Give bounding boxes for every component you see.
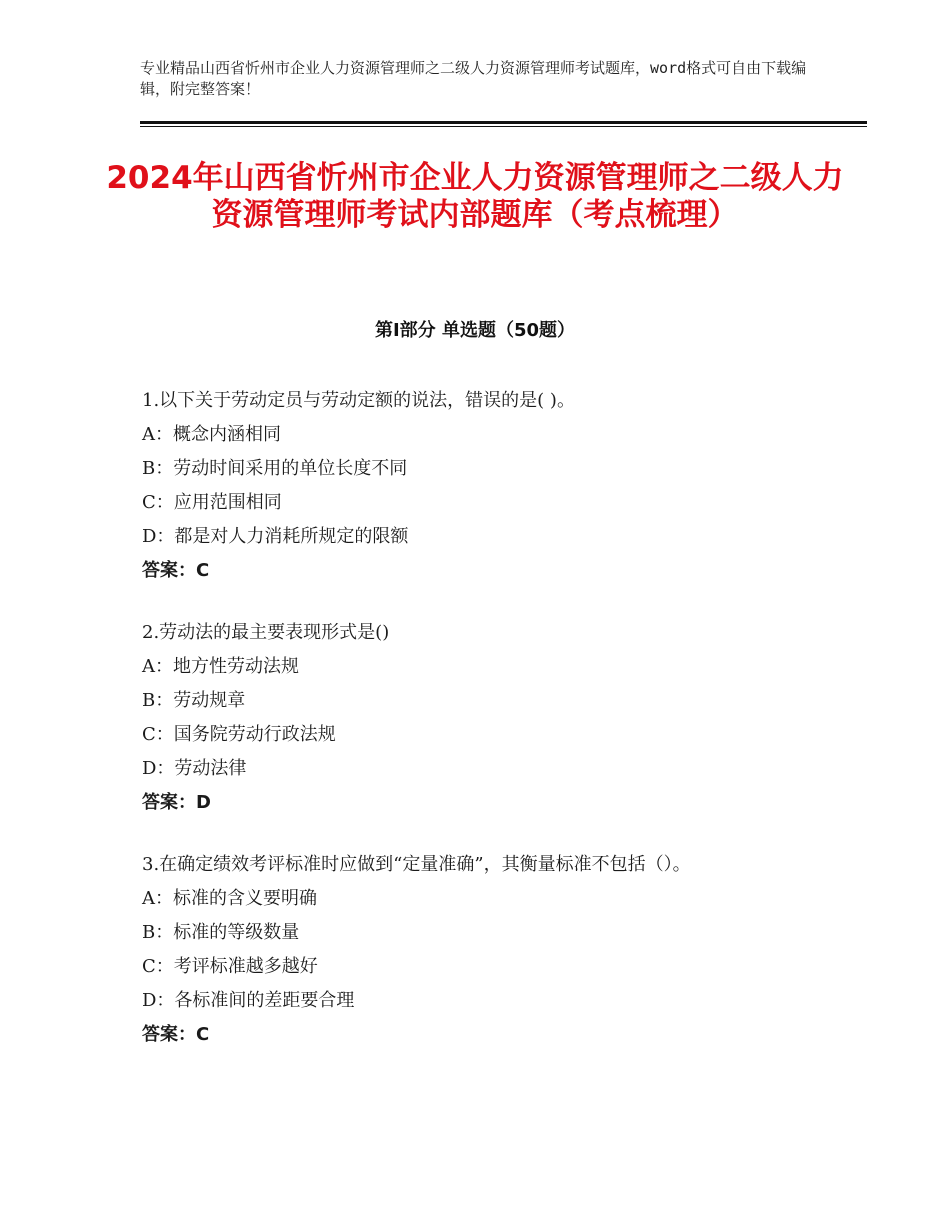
option-a: A：概念内涵相同 xyxy=(142,424,281,445)
section-title: 第Ⅰ部分 单选题（50题） xyxy=(374,320,575,341)
option-c: C：应用范围相同 xyxy=(142,492,282,513)
question-stem: 1.以下关于劳动定员与劳动定额的说法，错误的是( )。 xyxy=(142,390,575,411)
option-b: B：劳动时间采用的单位长度不同 xyxy=(142,458,408,479)
option-a: A：地方性劳动法规 xyxy=(142,656,299,677)
option-a: A：标准的含义要明确 xyxy=(142,888,317,909)
header-note: 专业精品山西省忻州市企业人力资源管理师之二级人力资源管理师考试题库，word格式可自由下载编辑，附完整答案！ xyxy=(140,59,807,98)
question-2 xyxy=(142,616,832,820)
option-b: B：劳动规章 xyxy=(142,690,246,711)
option-d: D：都是对人力消耗所规定的限额 xyxy=(142,526,409,547)
question-list xyxy=(142,384,832,1080)
header-rule-thick xyxy=(140,121,867,124)
option-c: C：国务院劳动行政法规 xyxy=(142,724,336,745)
question-3 xyxy=(142,848,832,1052)
question-stem: 3.在确定绩效考评标准时应做到“定量准确”，其衡量标准不包括（）。 xyxy=(142,854,691,875)
answer: 答案：D xyxy=(142,792,211,813)
question-stem: 2.劳动法的最主要表现形式是() xyxy=(142,622,390,643)
answer: 答案：C xyxy=(142,560,210,581)
option-c: C：考评标准越多越好 xyxy=(142,956,318,977)
option-d: D：各标准间的差距要合理 xyxy=(142,990,355,1011)
document-title: 2024年山西省忻州市企业人力资源管理师之二级人力资源管理师考试内部题库（考点梳理） xyxy=(106,160,844,233)
header-rule-thin xyxy=(140,126,867,127)
option-b: B：标准的等级数量 xyxy=(142,922,300,943)
answer: 答案：C xyxy=(142,1024,210,1045)
question-1 xyxy=(142,384,832,588)
option-d: D：劳动法律 xyxy=(142,758,247,779)
